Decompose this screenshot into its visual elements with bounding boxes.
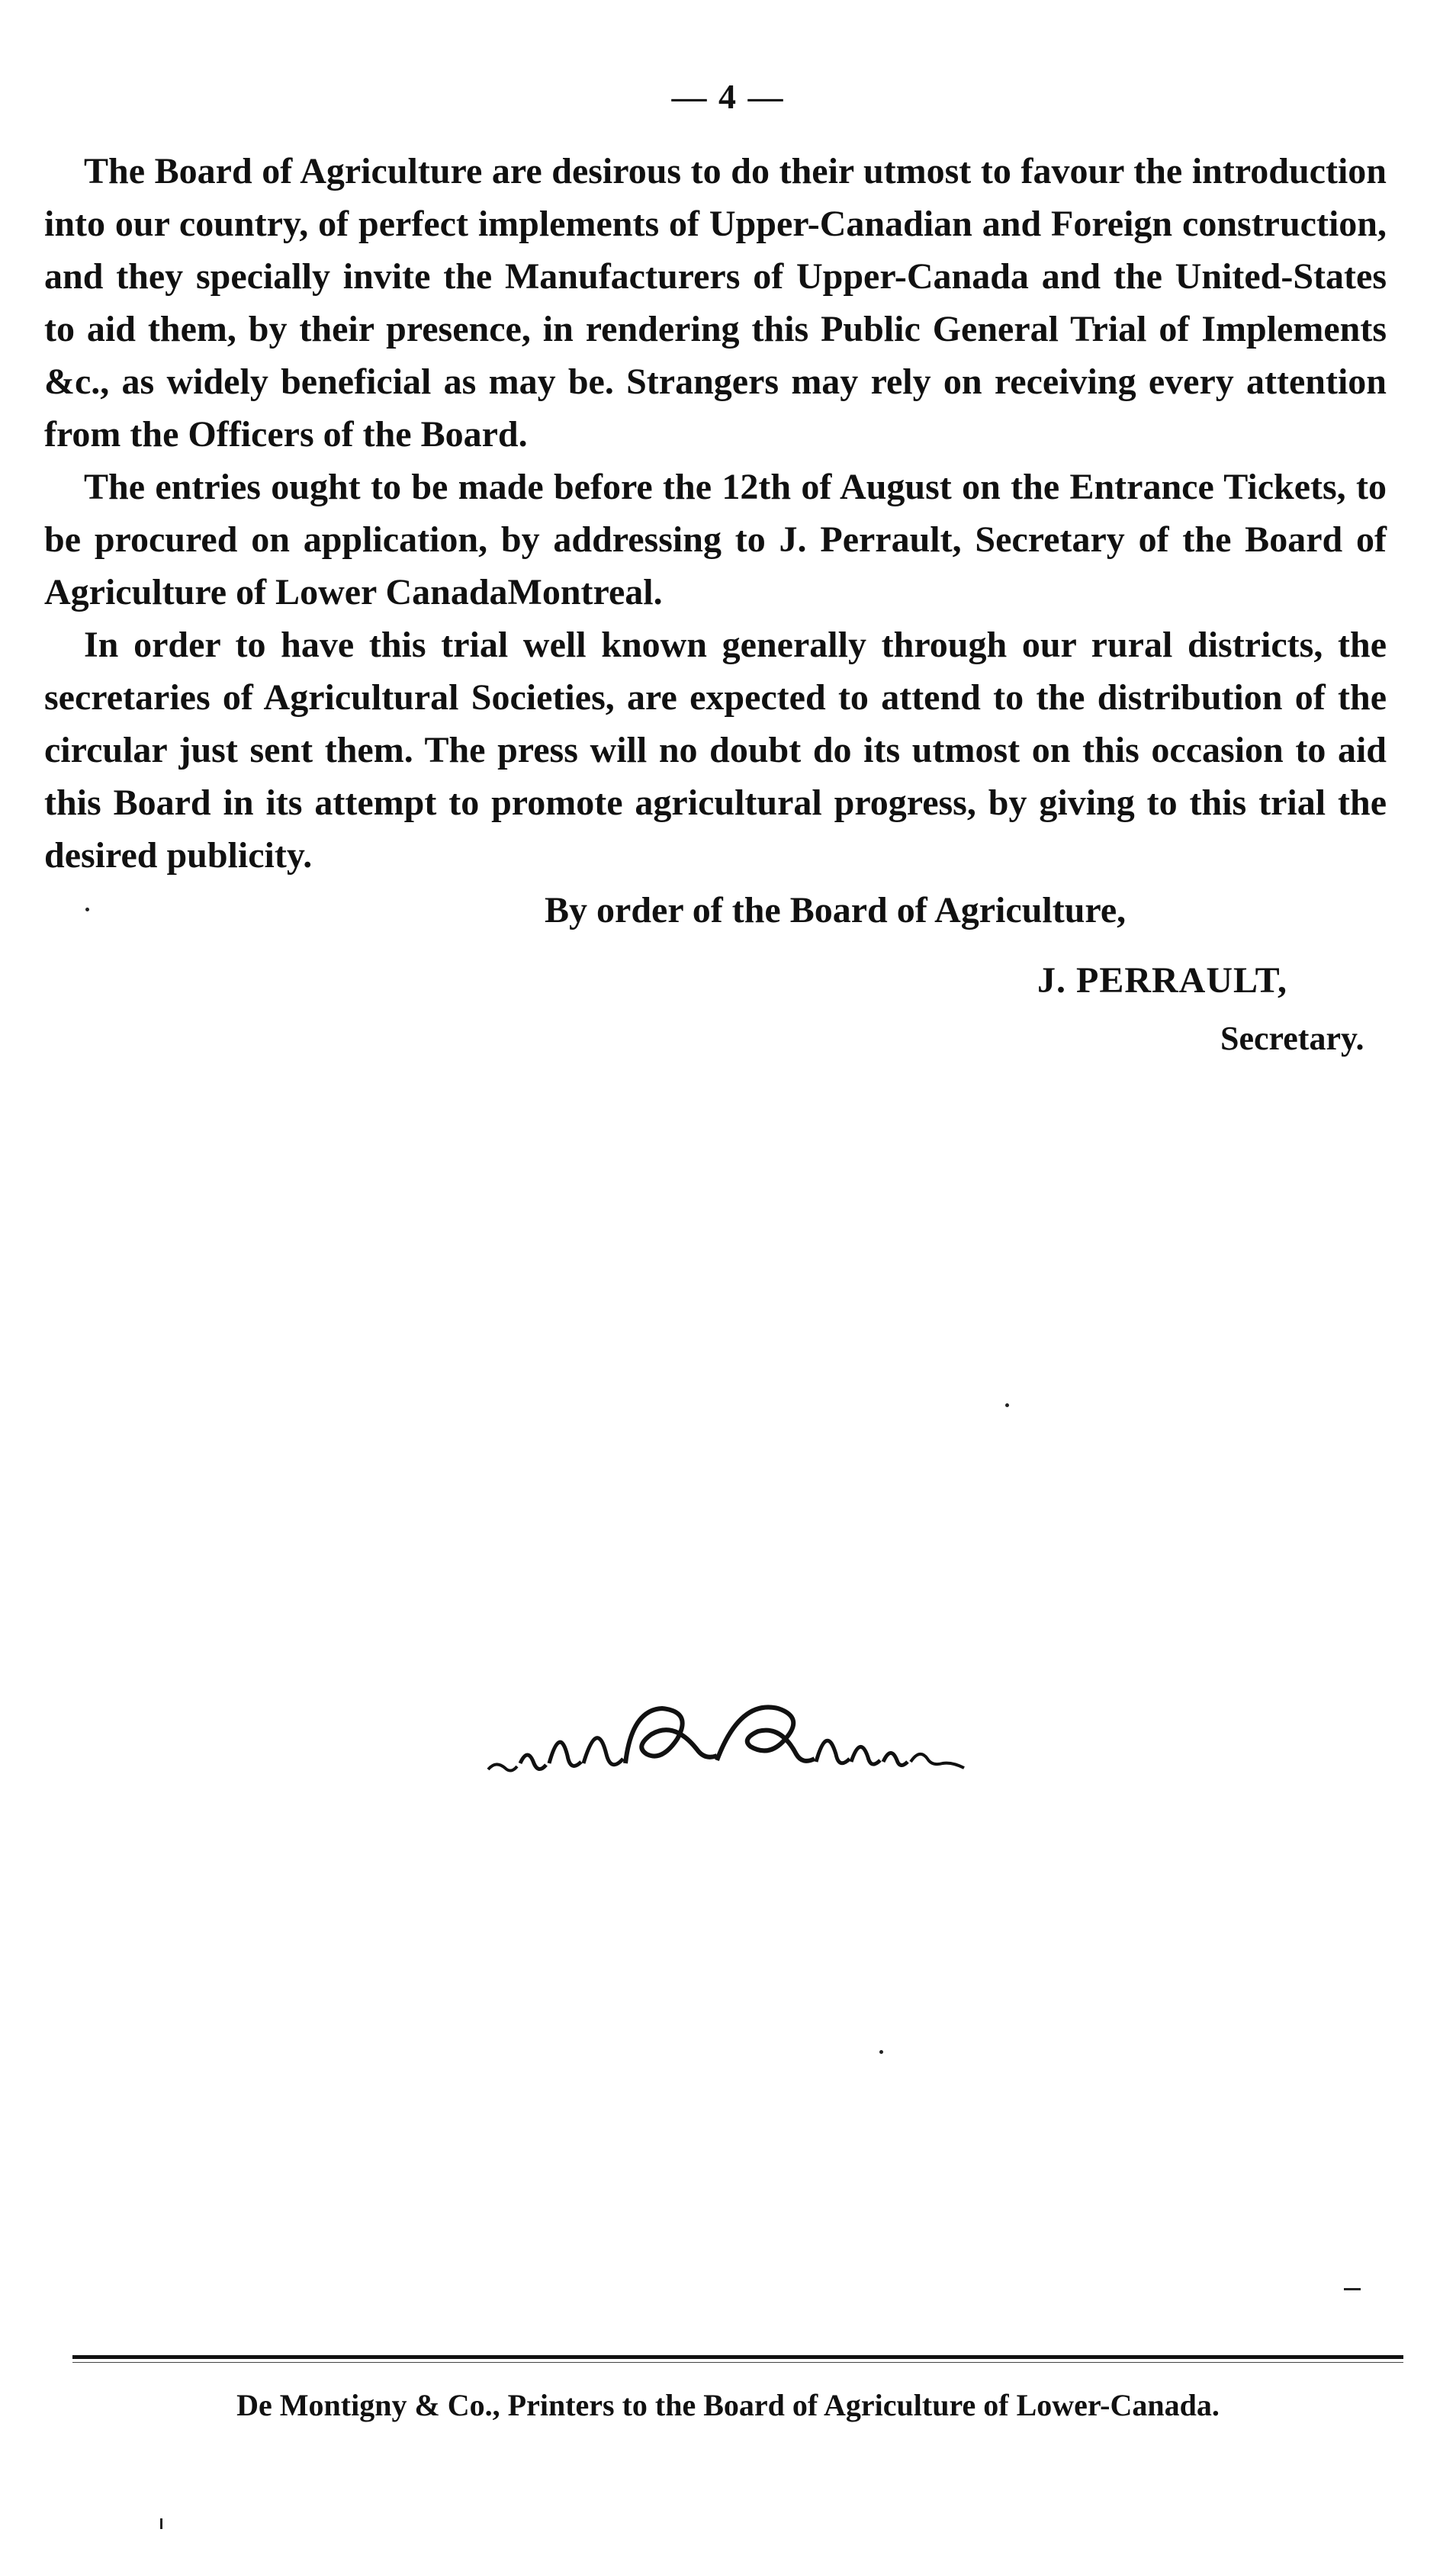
print-speck <box>879 2050 883 2054</box>
paragraph-entries: The entries ought to be made before the 12th of August on the Entrance Tickets, to be procured on application, by addressing to J. Perrault, Secretary of the Board of Agriculture of Lower CanadaMontreal. <box>44 467 1387 612</box>
flourish-ornament-icon <box>481 1678 1014 1800</box>
print-speck <box>160 2518 162 2529</box>
signer-title: Secretary. <box>1220 1020 1364 1057</box>
paragraph-publicity: In order to have this trial well known generally through our rural districts, the secretaries of Agricultural Societies, are expected to attend to the distribution of the circular just sent them. The press will no doubt do its utmost on this occasion to aid this Board in its attempt to promote agricultural progress, by giving to this trial the desired publicity. <box>44 625 1387 876</box>
printer-imprint: De Montigny & Co., Printers to the Board of Agriculture of Lower-Canada. <box>236 2388 1220 2422</box>
paragraph-implements: The Board of Agriculture are desirous to do their utmost to favour the introduction into our country, of perfect implements of Upper-Canadian and Foreign construction, and they specially invite the Manufacturers of Upper-Canada and the United-States to aid them, by their presence, in rendering this Public General Trial of Implements &c., as widely beneficial as may be. Strangers may rely on receiving every attention from the Officers of the Board. <box>44 151 1387 455</box>
footer-rule <box>72 2355 1403 2359</box>
print-speck <box>1344 2288 1361 2290</box>
print-speck <box>85 908 89 911</box>
page-number: — 4 — <box>671 77 785 116</box>
print-speck <box>1005 1403 1009 1407</box>
footer-rule-thin <box>72 2362 1403 2363</box>
closing-by-order: By order of the Board of Agriculture, <box>545 890 1127 930</box>
body-text <box>44 145 1387 882</box>
signer-name: J. PERRAULT, <box>1037 960 1288 1001</box>
